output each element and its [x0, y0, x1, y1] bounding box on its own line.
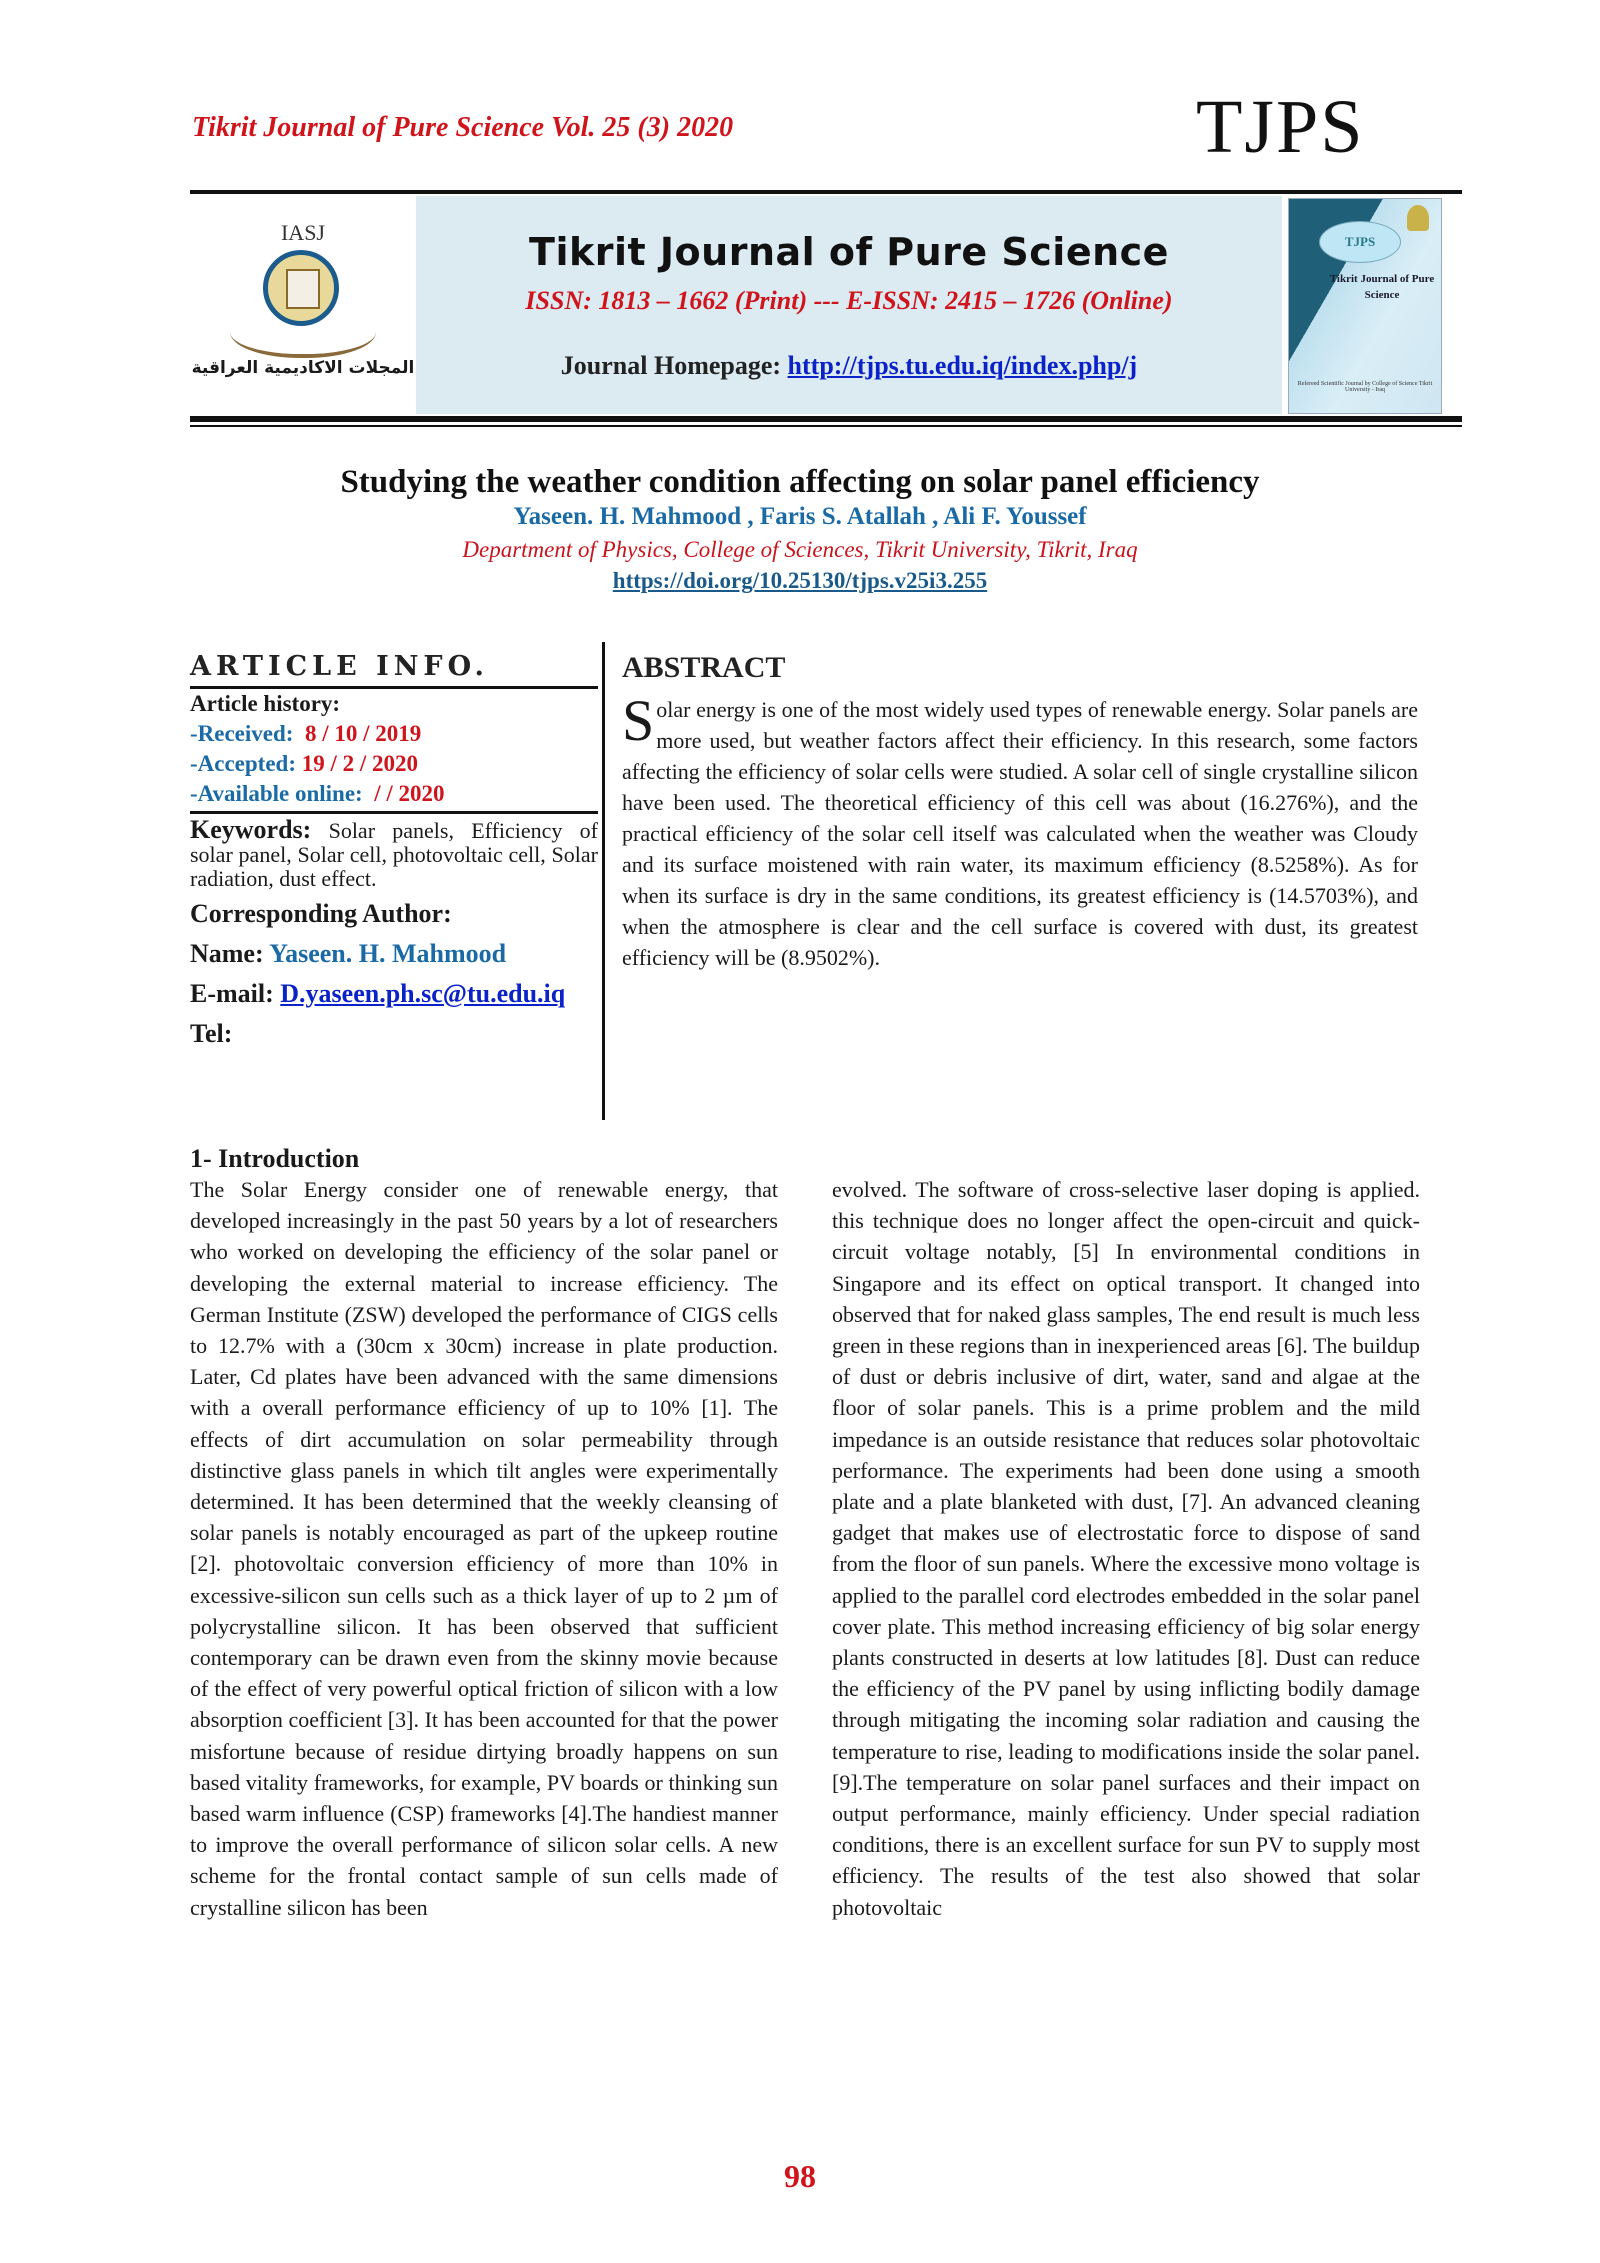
doi-link[interactable]: https://doi.org/10.25130/tjps.v25i3.255 — [612, 568, 988, 593]
iasj-logo-label: IASJ — [280, 220, 325, 245]
banner-bottom-rule-thin — [190, 425, 1462, 427]
journal-issn: ISSN: 1813 – 1662 (Print) --- E-ISSN: 2415 – 1726 (Online) — [525, 286, 1173, 315]
article-history — [190, 689, 598, 814]
body-right-column — [832, 1174, 1420, 1923]
banner-center-panel — [416, 196, 1282, 414]
abstract-heading: ABSTRACT — [622, 651, 786, 684]
author-name: Yaseen. H. Mahmood — [269, 939, 507, 968]
iasj-emblem-icon — [263, 250, 339, 326]
email-label: E-mail: — [190, 979, 274, 1008]
open-book-icon — [230, 328, 376, 358]
body-text-left: The Solar Energy consider one of renewable energy, that developed increasingly in the past 50 years by a lot of researchers who worked on developing the efficiency of the solar panel or developing the external material to increase efficiency. The German Institute (ZSW) developed the performance of CIGS cells to 12.7% with a (30cm x 30cm) increase in plate production. Later, Cd plates have been advanced with the same dimensions with a overall performance efficiency of up to 10% [1]. The effects of dirt accumulation on solar permeability through distinctive glass panels in which tilt angles were experimentally determined. It has been determined that the weekly cleansing of solar panels is notably encouraged as part of the upkeep routine [2]. photovoltaic conversion efficiency of more than 10% in excessive-silicon sun cells such as a thick layer of up to 2 µm of polycrystalline silicon. It has been observed that sufficient contemporary can be drawn even from the skinny movie because of the effect of very powerful optical friction of silicon with a low absorption coefficient [3]. It has been accounted for that the power misfortune because of residue dirtying broadly happens on sun based vitality frameworks, for example, PV boards or thinking sun based warm influence (CSP) frameworks [4].The handiest manner to improve the overall performance of silicon solar cells. A new scheme for the frontal contact sample of sun cells made of crystalline silicon has been — [190, 1177, 778, 1920]
body-left-column — [190, 1144, 778, 1923]
available-label: -Available online: — [190, 781, 363, 806]
article-title-block — [0, 462, 1600, 596]
journal-title: Tikrit Journal of Pure Science — [529, 230, 1169, 274]
cover-title: Tikrit Journal of Pure Science — [1329, 273, 1435, 301]
abstract-dropcap: S — [622, 688, 655, 753]
cover-footer: Refereed Scientific Journal by College of Science Tikrit University - Iraq — [1297, 381, 1433, 393]
article-info-heading: ARTICLE INFO. — [190, 650, 598, 689]
banner-top-rule — [190, 190, 1462, 194]
received-label: -Received: — [190, 721, 294, 746]
journal-homepage — [416, 351, 1282, 381]
accepted-label: -Accepted: — [190, 751, 297, 776]
body-text-right: evolved. The software of cross-selective laser doping is applied. this technique does no longer affect the open-circuit and quick-circuit voltage notably, [5] In environmental conditions in Singapore and its effect on optical transport. It changed into observed that for naked glass samples, The end result is much less green in these regions than in inexperienced areas [6]. The buildup of dust or debris inclusive of dirt, water, sand and algae at the floor of solar panels. This is a prime problem and the mild impedance is an outside resistance that reduces solar photovoltaic performance. The experiments had been done using a smooth plate and a plate blanketed with dust, [7]. An advanced cleaning gadget that makes use of electrostatic force to dispose of sand from the floor of sun panels. Where the excessive mono voltage is applied to the parallel cord electrodes embedded in the solar panel cover plate. This method increasing efficiency of big solar energy plants constructed in deserts at low latitudes [8]. Dust can reduce the efficiency of the PV panel by using inflicting bodily damage through mitigating the incoming solar radiation and causing the temperature to rise, leading to modifications inside the solar panel. [9].The temperature on solar panel surfaces and their impact on output performance, mainly efficiency. Under special radiation conditions, there is an excellent surface for sun PV to supply most efficiency. The results of the test also showed that solar photovoltaic — [832, 1177, 1420, 1920]
homepage-link[interactable]: http://tjps.tu.edu.iq/index.php/j — [787, 351, 1138, 380]
abstract-section — [622, 650, 1418, 973]
journal-abbrev-mark: TJPS — [1196, 85, 1365, 169]
available-date: / / 2020 — [374, 781, 445, 806]
column-divider — [602, 642, 605, 1120]
received-date: 8 / 10 / 2019 — [304, 721, 422, 746]
running-head: Tikrit Journal of Pure Science Vol. 25 (3) 2020 — [192, 112, 734, 143]
homepage-label: Journal Homepage: — [560, 351, 788, 380]
keywords-label: Keywords: — [190, 815, 312, 844]
article-info-panel — [190, 650, 598, 1051]
iasj-logo — [190, 198, 416, 412]
keywords-list: Solar panels, Efficiency of solar panel, Solar cell, photovoltaic cell, Solar radiation, dust effect. — [190, 818, 598, 891]
cover-emblem-icon — [1407, 205, 1429, 231]
affiliation: Department of Physics, College of Sciences, Tikrit University, Tikrit, Iraq — [462, 537, 1138, 562]
journal-cover-image — [1288, 198, 1442, 414]
iasj-arabic-text: المجلات الاكاديمية العراقية — [191, 358, 415, 378]
email-link[interactable]: D.yaseen.ph.sc@tu.edu.iq — [280, 979, 566, 1008]
section-heading-introduction: 1- Introduction — [190, 1144, 360, 1173]
tel-label: Tel: — [190, 1019, 233, 1048]
corresponding-author-heading: Corresponding Author: — [190, 899, 452, 928]
author-list: Yaseen. H. Mahmood , Faris S. Atallah , Ali F. Youssef — [513, 503, 1087, 530]
history-label: Article history: — [190, 691, 341, 716]
keywords — [190, 815, 598, 891]
cover-oval-label: TJPS — [1319, 221, 1401, 263]
banner-bottom-rule — [190, 416, 1462, 422]
abstract-text — [622, 688, 1418, 973]
accepted-date: 19 / 2 / 2020 — [301, 751, 419, 776]
paper-title: Studying the weather condition affecting on solar panel efficiency — [340, 464, 1260, 500]
abstract-body: olar energy is one of the most widely used types of renewable energy. Solar panels are more used, but weather factors affect their efficiency. In this research, some factors affecting the efficiency of solar cells were studied. A solar cell of single crystalline silicon have been used. The theoretical efficiency of this cell was about (16.276%), and the practical efficiency of the solar cell itself was calculated when the weather was Cloudy and its surface moistened with rain water, its maximum efficiency (8.5258%). As for when its surface is dry in the same conditions, its greatest efficiency is (14.5703%), and when the atmosphere is clear and the cell surface is covered with dust, its greatest efficiency will be (8.9502%). — [622, 697, 1418, 970]
page-number: 98 — [784, 2158, 816, 2194]
name-label: Name: — [190, 939, 264, 968]
journal-banner — [190, 190, 1462, 422]
